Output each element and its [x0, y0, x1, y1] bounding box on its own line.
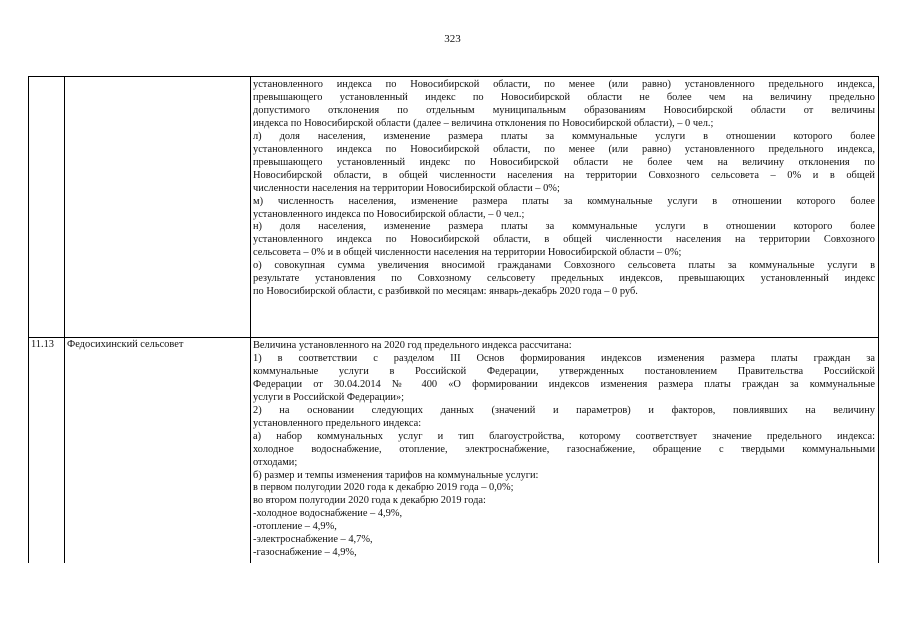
table-row-fedosikhinsky [29, 338, 879, 564]
text-line: отходами; [253, 456, 298, 468]
text-line: Новосибирской области, в общей численности населения на территории Совхозного сельсовета – 0% и в общей [253, 169, 875, 181]
text-line: сельсовета – 0% и в общей численности населения на территории Новосибирской области – 0%; [253, 247, 682, 259]
row-number-cell: 11.13 [29, 338, 65, 564]
text-line: -холодное водоснабжение – 4,9%, [253, 508, 403, 520]
text-line: холодное водоснабжение, отопление, электроснабжение, газоснабжение, обращение с твердыми коммунальными [253, 443, 875, 455]
text-line: б) размер и темпы изменения тарифов на коммунальные услуги: [253, 469, 539, 481]
text-line: допустимого отклонения по отдельным муниципальным образованиям Новосибирской области от величины [253, 104, 875, 116]
text-line: -отопление – 4,9%, [253, 521, 337, 533]
text-line: о) совокупная сумма увеличения вносимой гражданами Совхозного сельсовета платы за коммунальные услуги в [253, 260, 875, 272]
text-line: установленного предельного индекса: [253, 417, 422, 429]
text-line: -электроснабжение – 4,7%, [253, 534, 373, 546]
text-line: Федерации от 30.04.2014 № 400 «О формировании индексов изменения размера платы граждан за коммунальные [253, 378, 875, 390]
description-cell [251, 77, 879, 338]
text-line: установленного индекса по Новосибирской области, – 0 чел.; [253, 208, 525, 220]
municipality-name-cell: Федосихинский сельсовет [65, 338, 251, 564]
table-row-continuation [29, 77, 879, 338]
text-line: л) доля населения, изменение размера платы за коммунальные услуги в отношении которого более [253, 130, 875, 142]
text-line: во втором полугодии 2020 года к декабрю 2019 года: [253, 495, 486, 507]
text-line: установленного индекса по Новосибирской области, в общей численности населения на территории Совхозного [253, 234, 875, 246]
text-line: Величина установленного на 2020 год предельного индекса рассчитана: [253, 340, 572, 351]
text-line: индекса по Новосибирской области (далее – величина отклонения по Новосибирской области), – 0 чел.; [253, 117, 714, 129]
municipality-name-cell [65, 77, 251, 338]
text-line: м) численность населения, изменение размера платы за коммунальные услуги в отношении которого более [253, 195, 875, 207]
description-text [253, 79, 875, 299]
text-line: результате установления по Совхозному сельсовету предельных индексов, превышающих установленный индекс [253, 273, 875, 285]
text-line: установленного индекса по Новосибирской области, по менее (или равно) установленного предельного индекса, [253, 143, 875, 155]
text-line: н) доля населения, изменение размера платы за коммунальные услуги в отношении которого более [253, 221, 875, 233]
description-text [253, 340, 875, 560]
text-line: превышающего установленный индекс по Новосибирской области не более чем на величину отклонения по [253, 156, 875, 168]
text-line: по Новосибирской области, с разбивкой по месяцам: январь-декабрь 2020 года – 0 руб. [253, 286, 638, 298]
text-line: численности населения на территории Новосибирской области – 0%; [253, 182, 560, 194]
text-line: а) набор коммунальных услуг и тип благоустройства, которому соответствует значение предельного индекса: [253, 430, 875, 442]
description-cell [251, 338, 879, 564]
text-line: 2) на основании следующих данных (значений и параметров) и факторов, повлиявших на величину [253, 404, 875, 416]
municipal-index-table [28, 76, 879, 563]
text-line: установленного индекса по Новосибирской области, по менее (или равно) установленного предельного индекса, [253, 79, 875, 90]
row-number-cell [29, 77, 65, 338]
text-line: -газоснабжение – 4,9%, [253, 547, 357, 559]
page-number: 323 [444, 33, 461, 45]
text-line: в первом полугодии 2020 года к декабрю 2019 года – 0,0%; [253, 482, 514, 494]
text-line: коммунальные услуги в Российской Федерации, утвержденных постановлением Правительства Российской [253, 365, 875, 377]
text-line: превышающего установленный индекс по Новосибирской области не более чем на величину предельно [253, 91, 875, 103]
text-line: услуги в Российской Федерации»; [253, 391, 405, 403]
text-line: 1) в соответствии с разделом III Основ формирования индексов изменения размера платы граждан за [253, 352, 875, 364]
